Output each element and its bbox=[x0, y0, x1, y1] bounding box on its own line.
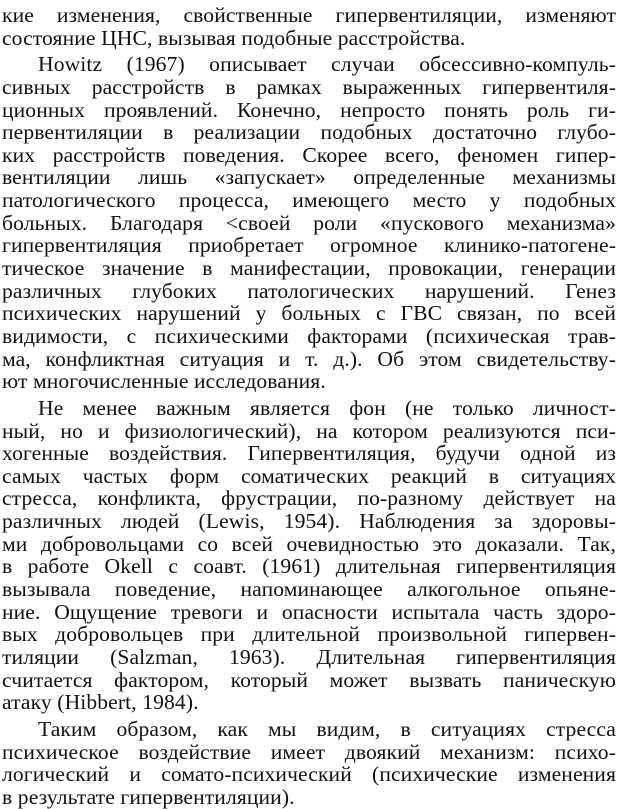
text-line: патологического процесса, имеющего место у подобных bbox=[2, 188, 616, 213]
text-line: вентиляции лишь «запускает» определенные механизмы bbox=[2, 165, 616, 190]
text-line: различных людей (Lewis, 1954). Наблюдения за здоровы- bbox=[2, 509, 616, 534]
text-line: больных. Благодаря <своей роли «пускового механизма» bbox=[2, 210, 616, 235]
text-line: кие изменения, свойственные гипервентиляции, изменяют bbox=[2, 3, 616, 27]
text-line: Таким образом, как мы видим, в ситуациях стресса bbox=[38, 716, 616, 741]
text-line: ный, но и физиологический), на котором реализуются пси- bbox=[2, 418, 616, 443]
text-line: ми добровольцами со всей очевидностью это доказали. Так, bbox=[2, 531, 616, 556]
text-line: атаку (Hibbert, 1984). bbox=[2, 690, 199, 715]
text-line: ционных проявлений. Конечно, непросто понять роль ги- bbox=[2, 97, 616, 122]
text-line: тиляции (Salzman, 1963). Длительная гипервентиляция bbox=[2, 644, 616, 669]
text-line: хогенные воздействия. Гипервентиляция, будучи одной из bbox=[2, 441, 616, 466]
text-line: ние. Ощущение тревоги и опасности испытала часть здоро- bbox=[2, 599, 616, 624]
text-line: самых частых форм соматических реакций в ситуациях bbox=[2, 463, 616, 488]
body-text bbox=[2, 4, 616, 808]
text-line: состояние ЦНС, вызывая подобные расстройства. bbox=[2, 25, 466, 50]
text-line: в результате гипервентиляции). bbox=[2, 784, 295, 809]
paragraph bbox=[2, 718, 616, 809]
text-line: ют многочисленные исследования. bbox=[2, 369, 326, 394]
text-line: психическое воздействие имеет двоякий механизм: психо- bbox=[2, 739, 616, 764]
text-line: сивных расстройств в рамках выраженных гипервентиля- bbox=[2, 74, 616, 99]
text-line: логический и сомато-психический (психические изменения bbox=[2, 762, 616, 787]
text-line: ких расстройств поведения. Скорее всего, феномен гипер- bbox=[2, 142, 616, 167]
text-line: гипервентиляция приобретает огромное клинико-патогене- bbox=[2, 233, 616, 258]
text-line: Howitz (1967) описывает случаи обсессивно-компуль- bbox=[38, 52, 616, 77]
text-line: вызывала поведение, напоминающее алкогольное опьяне- bbox=[2, 577, 616, 602]
text-line: различных глубоких патологических нарушений. Генез bbox=[2, 278, 616, 303]
text-line: в работе Okell с соавт. (1961) длительная гипервентиляция bbox=[2, 554, 616, 579]
text-line: видимости, с психическими факторами (психическая трав- bbox=[2, 323, 616, 348]
text-line: Не менее важным является фон (не только личност- bbox=[38, 395, 616, 420]
text-line: считается фактором, который может вызвать паническую bbox=[2, 667, 616, 692]
text-line: тическое значение в манифестации, провокации, генерации bbox=[2, 256, 616, 281]
text-line: первентиляции в реализации подобных достаточно глубо- bbox=[2, 120, 616, 145]
text-line: психических нарушений у больных с ГВС связан, по всей bbox=[2, 301, 616, 326]
paragraph bbox=[2, 4, 616, 49]
text-line: ма, конфликтная ситуация и т. д.). Об этом свидетельству- bbox=[2, 346, 616, 371]
paragraph bbox=[2, 53, 616, 393]
paragraph bbox=[2, 397, 616, 714]
text-line: вых добровольцев при длительной произвольной гипервен- bbox=[2, 622, 616, 647]
text-line: стресса, конфликта, фрустрации, по-разному действует на bbox=[2, 486, 616, 511]
